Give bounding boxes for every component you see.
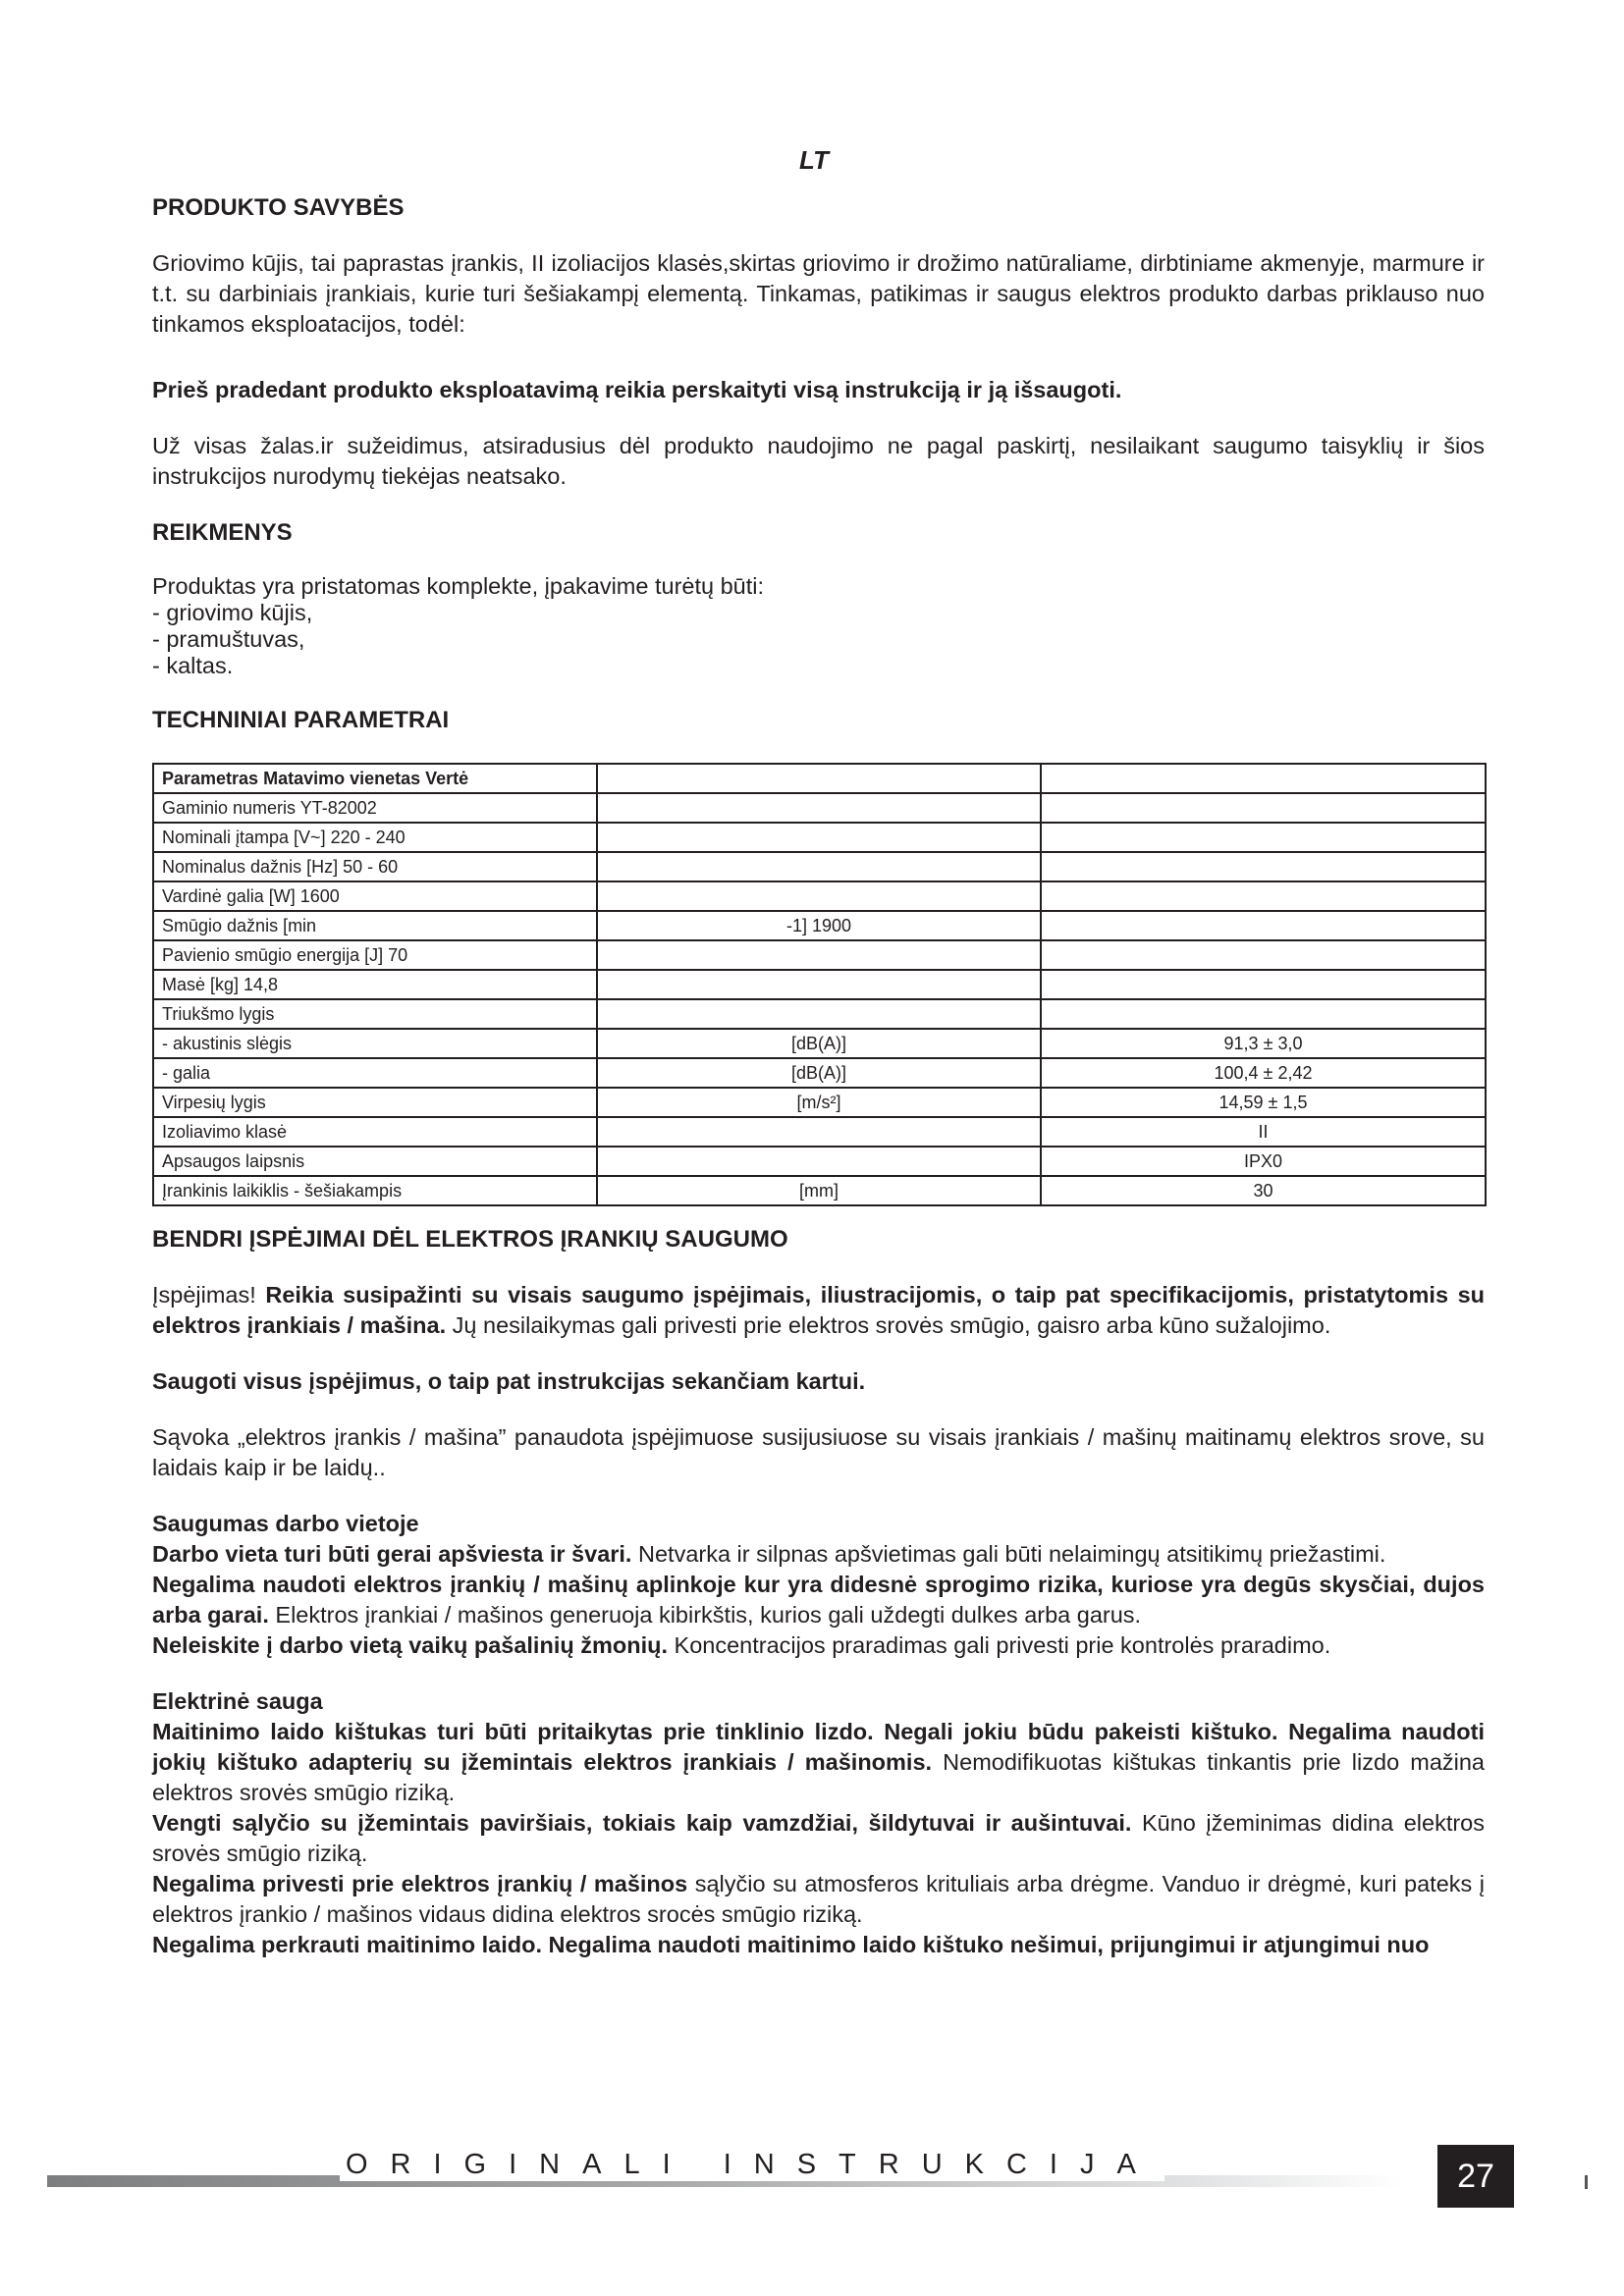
table-cell: Masė [kg] 14,8 [153,970,597,999]
paragraph-work-area-1: Darbo vieta turi būti gerai apšviesta ir švari. Netvarka ir silpnas apšvietimas gali būti nelaimingų atsitikimų priežastimi. [152,1541,1386,1567]
table-row [153,881,1486,911]
table-cell: Parametras Matavimo vienetas Vertė [153,764,597,793]
section-title-product-features: PRODUKTO SAVYBĖS [152,194,405,221]
table-cell: 100,4 ± 2,42 [1041,1058,1486,1088]
paragraph-read-instructions: Prieš pradedant produkto eksploatavimą reikia perskaityti visą instrukciją ir ją išsaugoti. [152,377,1122,402]
table-cell [1041,911,1486,940]
paragraph-electrical-1: Maitinimo laido kištukas turi būti pritaikytas prie tinklinio lizdo. Negali jokiu būdu pakeisti kištuko. Negalima naudoti jokių kištuko adapterių su įžemintais elektros įrankiais / mašinomis. Nemodifikuotas kištukas tinkantis prie lizdo mažina elektros srovės smūgio riziką. [152,1719,1485,1805]
table-cell: II [1041,1117,1486,1147]
table-cell [597,940,1041,970]
table-cell [1041,970,1486,999]
table-cell [597,793,1041,823]
paragraph-concept: Sąvoka „elektros įrankis / mašina” panaudota įspėjimuose susijusiuose su visais įrankiais / mašinų maitinamų elektros srove, su laidais kaip ir be laidų.. [152,1424,1485,1480]
paragraph-electrical-3: Negalima privesti prie elektros įrankių / mašinos sąlyčio su atmosferos krituliais arba drėgme. Vanduo ir drėgmė, kuri pateks į elektros įrankio / mašinos vidaus didina elektros srocės smūgio riziką. [152,1871,1485,1927]
paragraph-electrical-2: Vengti sąlyčio su įžemintais paviršiais, tokiais kaip vamzdžiai, šildytuvai ir aušintuvai. Kūno įžeminimas didina elektros srovės smūgio riziką. [152,1810,1485,1866]
table-cell: Nominalus dažnis [Hz] 50 - 60 [153,852,597,881]
table-cell: Nominali įtampa [V~] 220 - 240 [153,823,597,852]
table-cell: Virpesių lygis [153,1088,597,1117]
table-cell: Įrankinis laikiklis - šešiakampis [153,1176,597,1205]
table-cell [1041,999,1486,1029]
table-cell: IPX0 [1041,1147,1486,1176]
table-cell [1041,881,1486,911]
table-cell: - akustinis slėgis [153,1029,597,1058]
table-row [153,1176,1486,1205]
table-cell: Smūgio dažnis [min [153,911,597,940]
table-cell [597,823,1041,852]
list-item: - pramuštuvas, [152,626,305,652]
table-row [153,1147,1486,1176]
paragraph-keep-warnings: Saugoti visus įspėjimus, o taip pat instrukcijas sekančiam kartui. [152,1368,866,1394]
section-title-technical-parameters: TECHNINIAI PARAMETRAI [152,707,450,733]
table-cell [597,881,1041,911]
table-cell: -1] 1900 [597,911,1041,940]
table-cell: 30 [1041,1176,1486,1205]
table-row [153,999,1486,1029]
table-cell: Vardinė galia [W] 1600 [153,881,597,911]
section-title-safety-warnings: BENDRI ĮSPĖJIMAI DĖL ELEKTROS ĮRANKIŲ SAUGUMO [152,1226,788,1253]
accessories-intro: Produktas yra pristatomas komplekte, įpakavime turėtų būti: [152,573,765,599]
table-cell [1041,764,1486,793]
footer-original-instructions: ORIGINALI INSTRUKCIJA [340,2148,1164,2181]
table-cell: [mm] [597,1176,1041,1205]
table-row [153,793,1486,823]
table-cell [597,852,1041,881]
paragraph-work-area-3: Neleiskite į darbo vietą vaikų pašalinių žmonių. Koncentracijos praradimas gali privesti prie kontrolės praradimo. [152,1632,1331,1658]
table-row [153,852,1486,881]
table-cell [597,999,1041,1029]
table-cell: Gaminio numeris YT-82002 [153,793,597,823]
document-body [152,192,1485,1960]
table-cell: Triukšmo lygis [153,999,597,1029]
table-cell: Apsaugos laipsnis [153,1147,597,1176]
paragraph-electrical-4: Negalima perkrauti maitinimo laido. Negalima naudoti maitinimo laido kištuko nešimui, prijungimui ir atjungimui nuo [152,1932,1430,1957]
list-item: - kaltas. [152,653,234,678]
edge-mark [1585,2175,1588,2189]
table-cell: - galia [153,1058,597,1088]
table-cell [597,1147,1041,1176]
table-cell: [dB(A)] [597,1029,1041,1058]
table-row [153,1058,1486,1088]
subsection-title-work-area: Saugumas darbo vietoje [152,1511,419,1536]
table-row [153,823,1486,852]
table-row [153,940,1486,970]
table-row [153,1117,1486,1147]
table-row [153,1029,1486,1058]
table-cell [597,764,1041,793]
language-tag: LT [799,145,829,175]
table-cell [597,1117,1041,1147]
table-cell: 91,3 ± 3,0 [1041,1029,1486,1058]
paragraph-work-area-2: Negalima naudoti elektros įrankių / mašinų aplinkoje kur yra didesnė sprogimo rizika, kuriose yra degūs skysčiai, dujos arba garai. Elektros įrankiai / mašinos generuoja kibirkštis, kurios gali uždegti dulkes arba garus. [152,1572,1485,1628]
page-number: 27 [1437,2145,1514,2208]
paragraph-description: Griovimo kūjis, tai paprastas įrankis, II izoliacijos klasės,skirtas griovimo ir drožimo natūraliame, dirbtiniame akmenyje, marmure ir t.t. su darbiniais įrankiais, kurie turi šešiakampį elementą. Tinkamas, patikimas ir saugus elektros produkto darbas priklauso nuo tinkamos eksploatacijos, todėl: [152,250,1485,337]
table-header-row [153,764,1486,793]
table-row [153,970,1486,999]
table-cell [1041,852,1486,881]
table-cell [1041,793,1486,823]
table-cell [1041,823,1486,852]
section-title-accessories: REIKMENYS [152,519,293,546]
table-cell: Izoliavimo klasė [153,1117,597,1147]
table-cell: 14,59 ± 1,5 [1041,1088,1486,1117]
paragraph-warning: Įspėjimas! Reikia susipažinti su visais saugumo įspėjimais, iliustracijomis, o taip pat specifikacijomis, pristatytomis su elektros įrankiais / mašina. Jų nesilaikymas gali privesti prie elektros srovės smūgio, gaisro arba kūno sužalojimo. [152,1282,1485,1338]
list-item: - griovimo kūjis, [152,600,313,625]
table-cell: [m/s²] [597,1088,1041,1117]
technical-parameters-table [152,763,1487,1206]
subsection-title-electrical-safety: Elektrinė sauga [152,1688,323,1714]
table-row [153,911,1486,940]
paragraph-liability: Už visas žalas.ir sužeidimus, atsiradusius dėl produkto naudojimo ne pagal paskirtį, nesilaikant saugumo taisyklių ir šios instrukcijos nurodymų tiekėjas neatsako. [152,433,1485,489]
table-cell: Pavienio smūgio energija [J] 70 [153,940,597,970]
table-cell: [dB(A)] [597,1058,1041,1088]
table-cell [597,970,1041,999]
table-cell [1041,940,1486,970]
table-row [153,1088,1486,1117]
